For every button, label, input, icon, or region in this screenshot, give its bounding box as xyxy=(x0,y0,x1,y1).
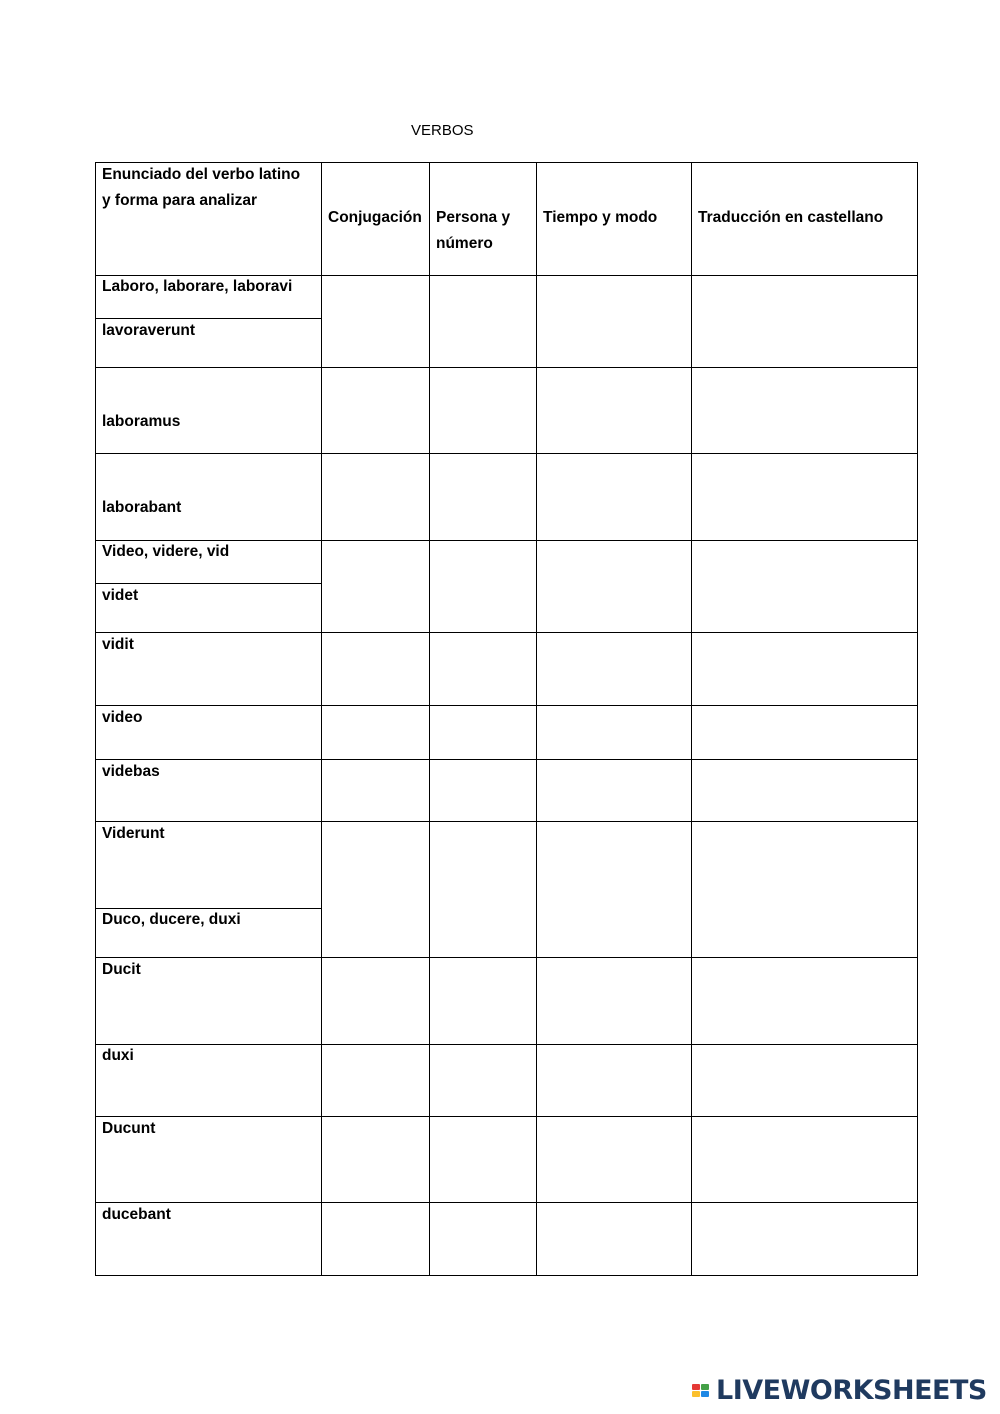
verb-entry: vidit xyxy=(102,636,134,653)
row-divider xyxy=(95,1116,918,1117)
liveworksheets-logo-text: LIVEWORKSHEETS xyxy=(716,1374,987,1406)
verb-entry: videbas xyxy=(102,763,160,780)
header-person-number-line-2: número xyxy=(436,235,493,252)
column-divider-1 xyxy=(321,162,322,1276)
row-divider xyxy=(95,1202,918,1203)
verb-entry: videt xyxy=(102,587,139,604)
header-tense-mood: Tiempo y modo xyxy=(543,209,658,226)
row-divider xyxy=(95,957,918,958)
header-verb-statement xyxy=(102,162,300,214)
verb-entry: Laboro, laborare, laboravi xyxy=(102,278,293,295)
header-verb-statement-line-2: y forma para analizar xyxy=(102,192,258,209)
verb-entry: duxi xyxy=(102,1047,134,1064)
header-person-number xyxy=(436,205,510,257)
row-divider xyxy=(95,759,918,760)
table-border-bottom xyxy=(95,1275,918,1276)
row-divider xyxy=(95,367,918,368)
liveworksheets-logo-icon xyxy=(692,1377,714,1403)
table-border-left xyxy=(95,162,96,1276)
row-divider xyxy=(95,1044,918,1045)
verb-entry: video xyxy=(102,709,143,726)
verb-entry: Ducit xyxy=(102,961,141,978)
table-border-right xyxy=(917,162,918,1276)
row-divider xyxy=(95,632,918,633)
column-divider-2 xyxy=(429,162,430,1276)
verb-entry: Video, videre, vid xyxy=(102,543,230,560)
row-divider xyxy=(95,453,918,454)
row-divider xyxy=(95,821,918,822)
page-title: VERBOS xyxy=(411,122,474,139)
header-translation: Traducción en castellano xyxy=(698,209,884,226)
verb-entry: Viderunt xyxy=(102,825,165,842)
column-divider-3 xyxy=(536,162,537,1276)
liveworksheets-logo xyxy=(692,1373,987,1407)
header-person-number-line-1: Persona y xyxy=(436,209,511,226)
header-conjugation: Conjugación xyxy=(328,209,422,226)
verb-entry: laborabant xyxy=(102,499,182,516)
row-divider xyxy=(95,705,918,706)
verb-entry: laboramus xyxy=(102,413,181,430)
verb-entry: Duco, ducere, duxi xyxy=(102,911,241,928)
verb-entry: lavoraverunt xyxy=(102,322,196,339)
header-verb-statement-line-1: Enunciado del verbo latino xyxy=(102,166,301,183)
verb-entry: ducebant xyxy=(102,1206,171,1223)
column-divider-4 xyxy=(691,162,692,1276)
verb-entry: Ducunt xyxy=(102,1120,156,1137)
